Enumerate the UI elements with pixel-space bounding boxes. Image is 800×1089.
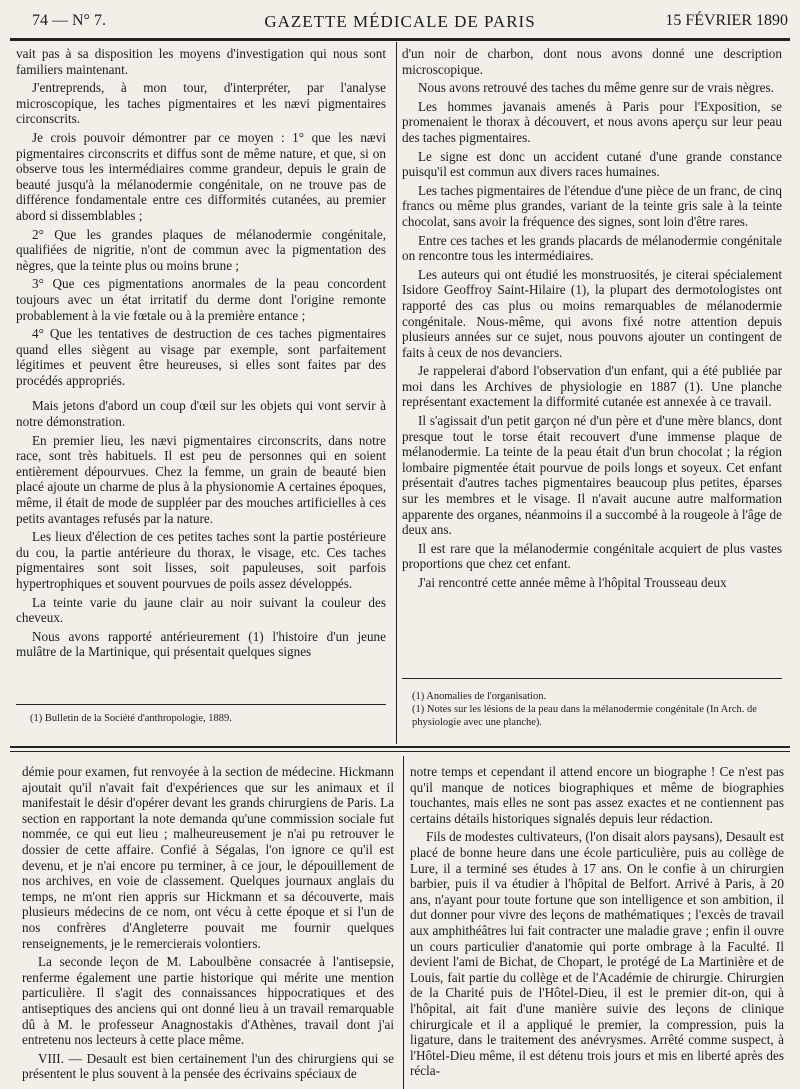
journal-title: GAZETTE MÉDICALE DE PARIS — [264, 12, 536, 31]
paragraph: Les auteurs qui ont étudié les monstruosités, je citerai spécialement Isidore Geoffroy Saint-Hilaire (1), la plupart des dermotologistes ont rapporté des cas plus ou moins remarquables de mélanodermie congénitale. Nous-même, qui avons fixé notre attention depuis plusieurs années sur ce sujet, nous pouvons ajouter un contingent de faits à ceux de nos devanciers. — [402, 266, 782, 360]
paragraph: Nous avons retrouvé des taches du même genre sur de vrais nègres. — [418, 80, 774, 96]
column-divider — [403, 756, 404, 1089]
paragraph: Il est rare que la mélanodermie congénitale acquiert de plus vastes proportions que chez cet enfant. — [402, 540, 782, 572]
paragraph: VIII. — Desault est bien certainement l'un des chirurgiens qui se présentent le plus souvent à la pensée des écrivains spéciaux de — [22, 1050, 394, 1082]
paragraph: Les taches pigmentaires de l'étendue d'une pièce de un franc, de cinq francs ou même plus grandes, variant de la teinte gris sale à la teinte chocolat, sans avoir la fréquence des signes, sont loin d'être rares. — [402, 182, 782, 229]
paragraph: Les lieux d'élection de ces petites taches sont la partie postérieure du cou, la partie antérieure du thorax, le visage, etc. Ces taches pigmentaires sont soit lisses, soit papuleuses, soit parfois hypertrophiques et souvent pourvues de poils assez développés. — [16, 529, 386, 591]
paragraph: notre temps et cependant il attend encore un biographe ! Ce n'est pas qu'il manque de notices biographiques et même de biographies touchantes, mais elles ne sont pas assez exactes et ne contiennent pas certains détails historiques signalés depuis leur rédaction. — [410, 764, 784, 826]
footnote: (1) Bulletin de la Société d'anthropologie, 1889. — [30, 713, 232, 724]
paragraph: Entre ces taches et les grands placards de mélanodermie congénitale on rencontre tous les intermédiaires. — [402, 232, 782, 264]
paragraph: 4° Que les tentatives de destruction de ces taches pigmentaires quand elles siègent au visage par exemple, sont parfaitement légitimes et peuvent être heureuses, si elles sont faites par des procédés appropriés. — [16, 326, 386, 388]
paragraph: démie pour examen, fut renvoyée à la section de médecine. Hickmann ajoutait qu'il n'avait fait d'expériences que sur les animaux et il manifestait le désir d'opérer devant les grands chirurgiens de Paris. La section en rapportant la note demanda qu'une commission sociale fut nommée, ce qui eut lieu ; malheureusement je n'ai pu retrouver le dossier de cette affaire. Confié à Ségalas, l'on ignore ce qu'il est devenu, et je n'ai encore pu terminer, à ce jour, le dépouillement de nos archives, en voie de classement. Quelques journaux anglais du temps, ne m'ont rien appris sur Hickmann et sa découverte, mais plusieurs médecins de ce nom, ont vécu à cette époque et si l'un de nos confrères d'Angleterre pouvait me fournir quelques renseignements, je le remercierais volontiers. — [22, 764, 394, 951]
paragraph: Le signe est donc un accident cutané d'une grande constance puisqu'il est commun aux divers races humaines. — [402, 148, 782, 180]
paragraph: Fils de modestes cultivateurs, (l'on disait alors paysans), Desault est placé de bonne heure dans une école particulière, puis au collège de Lure, il a terminé ses études à 17 ans. On le confie à un chirurgien barbier, puis il va étudier à l'hôpital de Belfort. Arrivé à Paris, à 20 ans, n'ayant pour toute fortune que son intelligence et son ambition, il dut donner pour vivre des leçons de mathématiques ; l'excès de travail aux amphithéâtres lui fait contracter une maladie grave ; enfin il ouvre un cours particulier d'anatomie qui porte ombrage à la Faculté. Il devient l'ami de Bichat, de Chopart, le protégé de La Martinière et de Louis, fait partie du collège et de l'Académie de chirurgie. Chirurgien de la Charité puis de l'Hôtel-Dieu, il est le premier dit-on, qui à l'hôpital, ait fait d'une manière suivie des leçons de clinique chirurgicale et il a appliqué le premier, la compression, puis la ligature, dans le traitement des anévrysmes. Arrêté comme suspect, à l'Hôtel-Dieu même, il est détenu trois jours et mis en liberté après des récla- — [410, 829, 785, 1079]
article1-right-column — [402, 46, 782, 594]
article2-left-column — [22, 764, 394, 1085]
paragraph: 2° Que les grandes plaques de mélanodermie congénitale, qualifiées de nigritie, n'ont de commun avec la pigmentation des nègres, que la teinte plus ou moins brune ; — [16, 226, 386, 273]
paragraph: Mais jetons d'abord un coup d'œil sur les objets qui vont servir à notre démonstration. — [16, 398, 386, 430]
paragraph: 3° Que ces pigmentations anormales de la peau concordent toujours avec un état irritatif du derme dont l'origine remonte probablement à la vie fœtale ou à la première entance ; — [16, 276, 386, 323]
footnote-rule — [16, 704, 386, 705]
paragraph: d'un noir de charbon, dont nous avons donné une description microscopique. — [402, 46, 782, 77]
paragraph: Nous avons rapporté antérieurement (1) l'histoire d'un jeune mulâtre de la Martinique, qui présentait quelques signes — [16, 628, 386, 660]
paragraph: Je rappelerai d'abord l'observation d'un enfant, qui a été publiée par moi dans les Archives de physiologie en 1887 (1). Une planche représentant exactement la difformité cutanée est annexée à ce travail. — [402, 363, 782, 410]
paragraph: J'ai rencontré cette année même à l'hôpital Trousseau deux — [418, 575, 727, 590]
paragraph: vait pas à sa disposition les moyens d'investigation qui nous sont familiers maintenant. — [16, 46, 386, 77]
paragraph: La seconde leçon de M. Laboulbène consacrée à l'antisepsie, renferme également une partie historique qui mérite une mention particulière. Il s'agit des connaissances hippocratiques et des antiseptiques des anciens qui ont donné lieu à un travail remarquable dû à M. le professeur Anagnostakis d'Athènes, travail dont j'ai entretenu nos lecteurs à cette place même. — [22, 954, 394, 1048]
article2-right-column — [410, 764, 784, 1082]
header-rule — [10, 38, 790, 41]
paragraph: La teinte varie du jaune clair au noir suivant la couleur des cheveux. — [16, 594, 386, 626]
column-divider — [396, 42, 397, 744]
section-rule-thin — [10, 751, 790, 752]
page-header — [0, 0, 800, 40]
paragraph: Il s'agissait d'un petit garçon né d'un père et d'une mère blancs, dont presque tout le torse était recouvert d'une immense plaque de mélanodermie. La teinte de la peau était d'un brun chocolat ; la région lombaire pigmentée était pourvue de poils longs et soyeux. Cet enfant présentait d'autres taches pigmentaires beaucoup plus petites, éparses sur les membres et le visage. Il n'avait aucune autre malformation apparente des organes, néanmoins il a succombé à la rougeole à l'âge de deux ans. — [402, 413, 782, 538]
footnotes — [412, 690, 782, 729]
paragraph: J'entreprends, à mon tour, d'interpréter, par l'analyse microscopique, les taches pigmentaires et les nævi pigmentaires circonscrits. — [16, 80, 386, 127]
article1-left-column — [16, 46, 386, 663]
footnote: (1) Anomalies de l'organisation. — [412, 691, 547, 702]
footnote: (1) Notes sur les lésions de la peau dans la mélanodermie congénitale (In Arch. de physiologie avec une planche). — [412, 704, 757, 728]
footnote-rule — [402, 678, 782, 679]
section-rule — [10, 746, 790, 748]
issue-date: 15 FÉVRIER 1890 — [665, 12, 788, 29]
paragraph: Les hommes javanais amenés à Paris pour l'Exposition, se promenaient le thorax à découvert, et nous avons aperçu sur leur peau des taches pigmentaires. — [402, 98, 782, 145]
paragraph: Je crois pouvoir démontrer par ce moyen : 1° que les nævi pigmentaires circonscrits et diffus sont de même nature, et que, si on observe tous les intermédiaires comme grandeur, depuis le grain de beauté jusqu'à la mélanodermie congénitale, on ne trouve pas de différence fondamentale entre ces difformités cutanées, au premier abord si dissemblables ; — [16, 129, 386, 223]
paragraph: En premier lieu, les nævi pigmentaires circonscrits, dans notre race, sont très habituels. Il est peu de personnes qui en soient entièrement dépourvues. Chez la femme, un grain de beauté bien placé ajoute un charme de plus à la physionomie A certaines époques, même, il était de mode de suppléer par des mouches artificielles à ces petits avantages refusés par la nature. — [16, 432, 386, 526]
page-number: 74 — N° 7. — [32, 12, 106, 29]
